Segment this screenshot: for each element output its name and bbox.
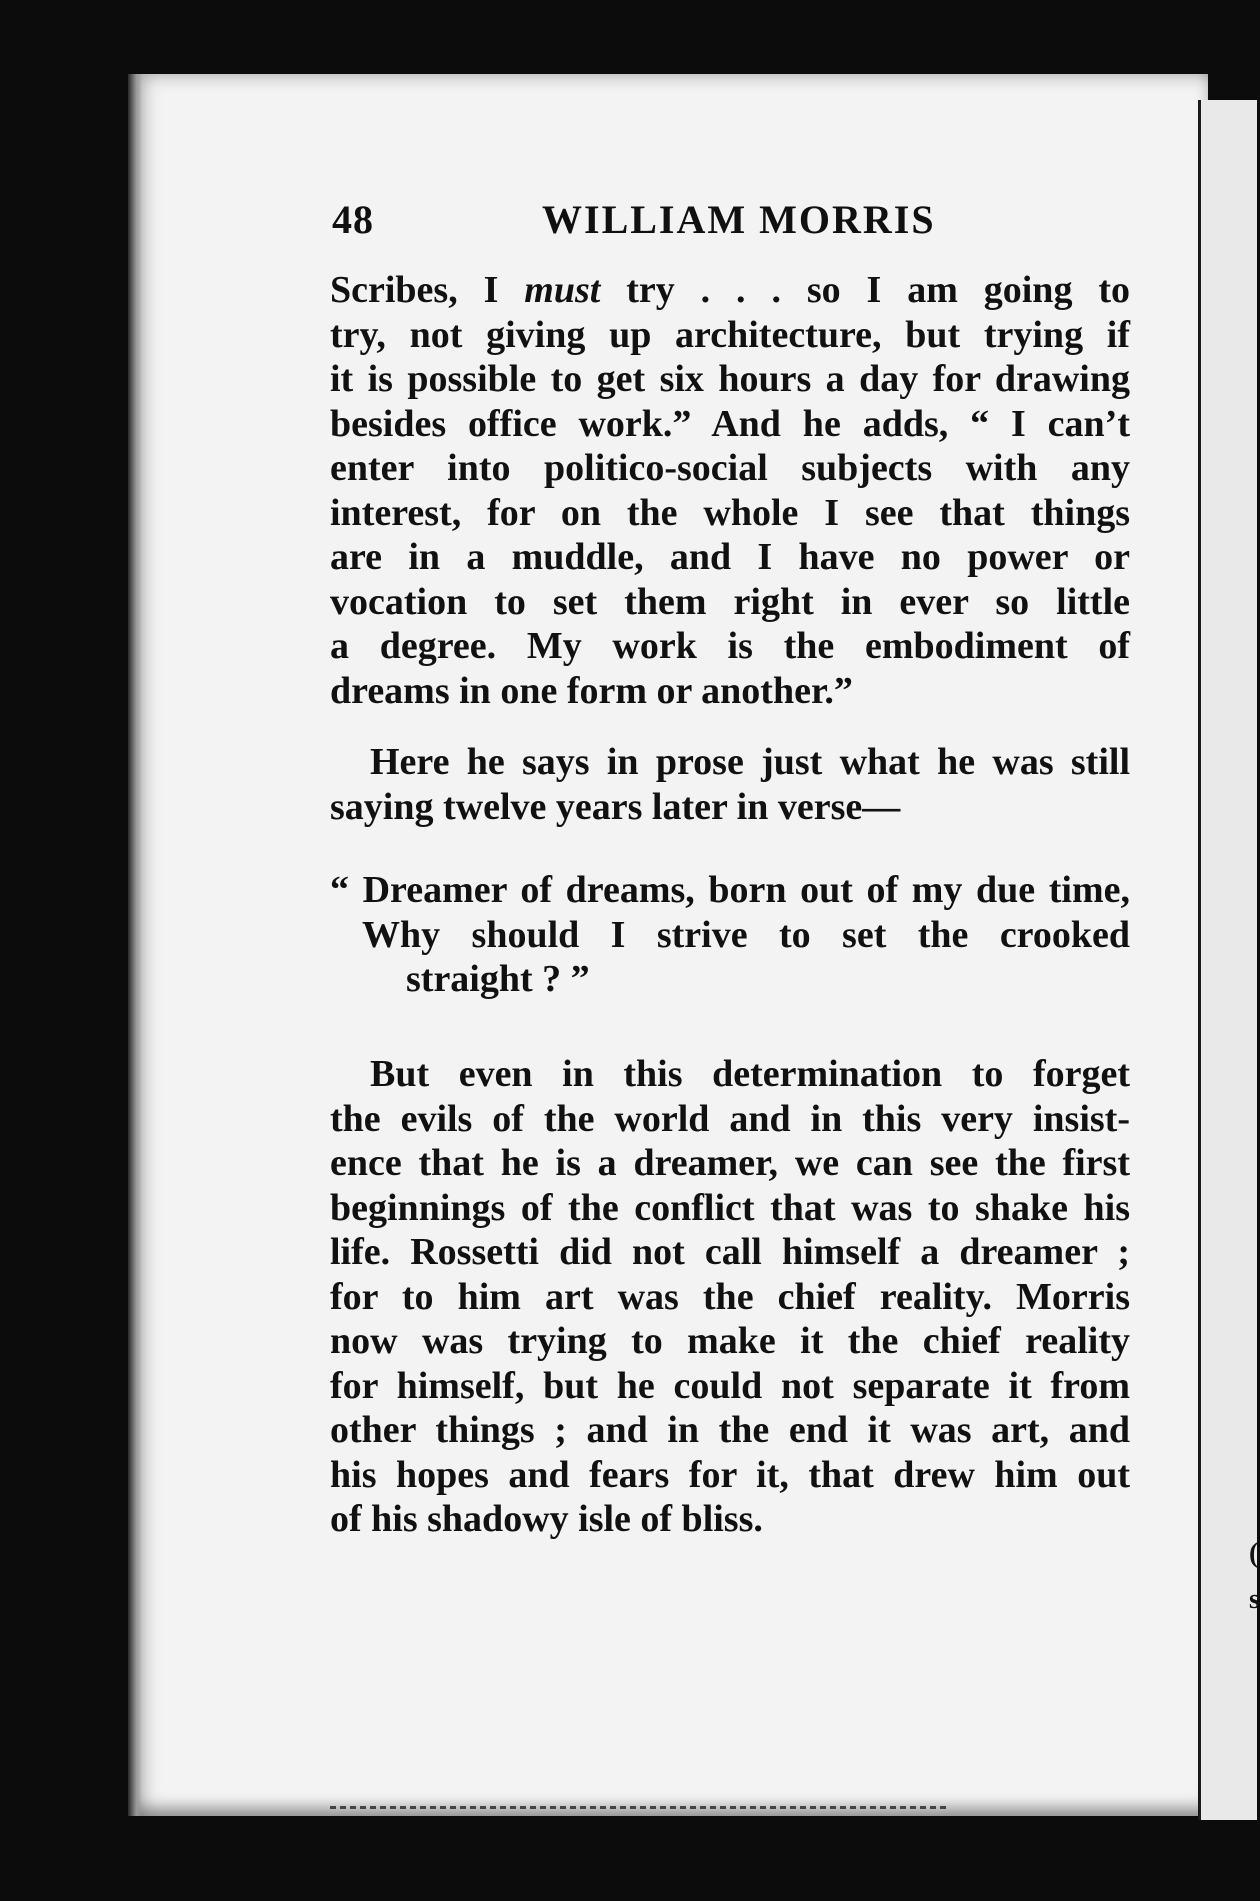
text-line: interest, for on the whole I see that things — [330, 491, 1130, 534]
text-span: try . . . so I am going to — [600, 269, 1130, 311]
verse-line: straight ? ” — [406, 958, 590, 1000]
adjacent-page-fragment: ( — [1249, 1538, 1259, 1569]
text-line: But even in this determination to forget — [370, 1053, 1130, 1095]
text-line: beginnings of the conflict that was to shake his — [330, 1186, 1130, 1229]
gutter-shadow — [128, 74, 142, 1816]
text-line: for to him art was the chief reality. Morris — [330, 1275, 1130, 1318]
text-line: vocation to set them right in ever so little — [330, 580, 1130, 623]
text-line: enter into politico-social subjects with any — [330, 447, 1130, 489]
text-line: ence that he is a dreamer, we can see the first — [330, 1142, 1130, 1184]
text-line: saying twelve years later in verse— — [330, 785, 901, 828]
text-line: now was trying to make it the chief reality — [330, 1320, 1130, 1362]
running-head: WILLIAM MORRIS — [542, 197, 936, 242]
text-line: a degree. My work is the embodiment of — [330, 625, 1130, 667]
text-line: are in a muddle, and I have no power or — [330, 536, 1130, 578]
text-line: of his shadowy isle of bliss. — [330, 1498, 763, 1540]
text-span: Scribes, I — [330, 269, 525, 311]
adjacent-page-fragment: s — [1249, 1584, 1260, 1615]
text-line: life. Rossetti did not call himself a dreamer ; — [330, 1231, 1130, 1273]
emphasis-word: must — [524, 269, 601, 311]
verse-line: “ Dreamer of dreams, born out of my due time, — [330, 869, 1130, 911]
paragraph-3 — [330, 1052, 1130, 1542]
page-number: 48 — [332, 197, 374, 242]
text-line: dreams in one form or another.” — [330, 669, 853, 712]
paragraph-2 — [330, 740, 1130, 829]
text-line: his hopes and fears for it, that drew him out — [330, 1453, 1130, 1496]
text-line: try, not giving up architecture, but trying if — [330, 313, 1130, 356]
page-bottom-edge — [330, 1806, 950, 1809]
paragraph-1 — [330, 268, 1130, 713]
text-line — [330, 268, 1130, 313]
text-line: other things ; and in the end it was art, and — [330, 1409, 1130, 1451]
adjacent-page-edge — [1198, 100, 1260, 1820]
text-line: it is possible to get six hours a day for drawing — [330, 358, 1130, 400]
text-line: the evils of the world and in this very insist- — [330, 1097, 1130, 1140]
text-line: besides office work.” And he adds, “ I can’t — [330, 402, 1130, 445]
text-line: for himself, but he could not separate it from — [330, 1364, 1130, 1407]
text-line: Here he says in prose just what he was still — [370, 741, 1130, 783]
verse-line: Why should I strive to set the crooked — [362, 913, 1130, 956]
verse-quotation — [330, 868, 1130, 1002]
